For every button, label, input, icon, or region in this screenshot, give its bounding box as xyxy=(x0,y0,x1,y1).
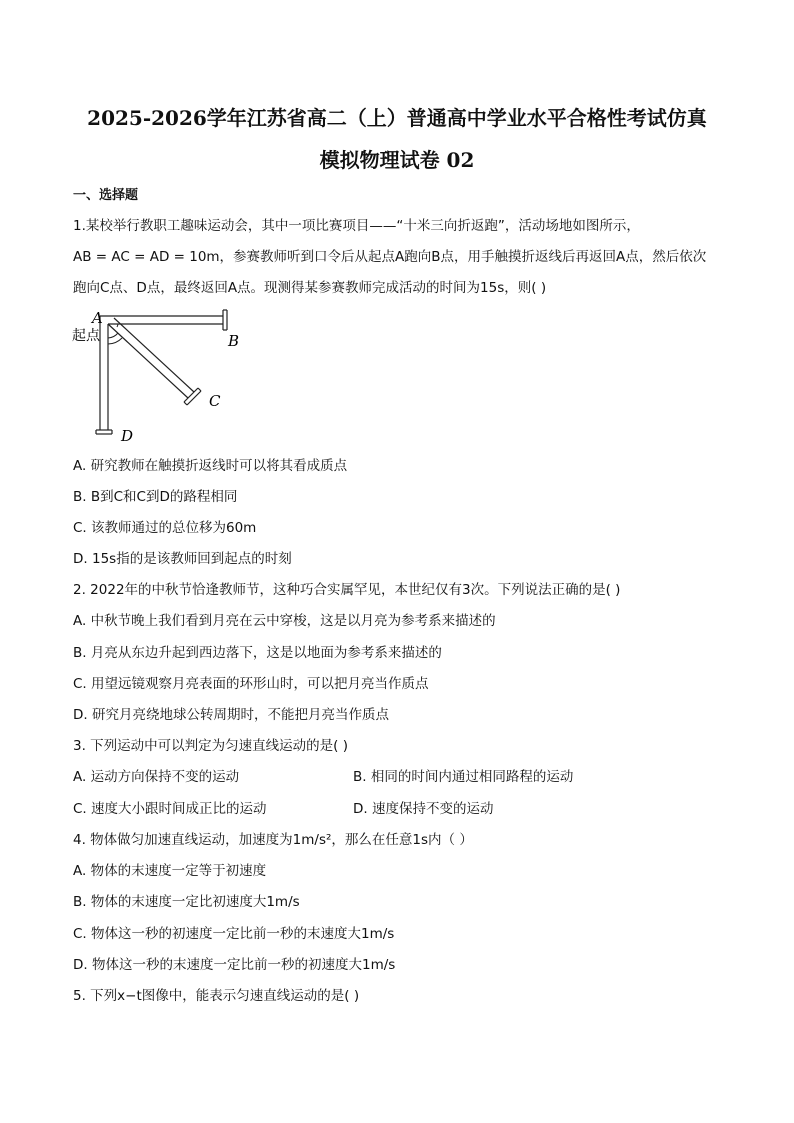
q1-stem-line3: 跑向C点、D点，最终返回A点。现测得某参赛教师完成活动的时间为15s，则( ) xyxy=(73,280,547,296)
q1-track-figure xyxy=(70,306,250,446)
q5-stem: 5. 下列x−t图像中，能表示匀速直线运动的是( ) xyxy=(73,988,360,1004)
q4-option-d: D. 物体这一秒的末速度一定比前一秒的初速度大1m/s xyxy=(73,957,396,973)
label-b: B xyxy=(228,332,240,350)
q3-option-a: A. 运动方向保持不变的运动 xyxy=(73,769,240,785)
exam-title-line2: 模拟物理试卷 02 xyxy=(319,148,475,172)
q1-stem-line2: AB = AC = AD = 10m，参赛教师听到口令后从起点A跑向B点，用手触摸折返线后再返回A点，然后依次 xyxy=(73,249,707,265)
q2-option-a: A. 中秋节晚上我们看到月亮在云中穿梭，这是以月亮为参考系来描述的 xyxy=(73,613,496,629)
q4-stem: 4. 物体做匀加速直线运动，加速度为1m/s²，那么在任意1s内（ ） xyxy=(73,832,473,848)
label-start-point: 起点 xyxy=(72,328,100,344)
label-d: D xyxy=(121,427,134,445)
q4-option-a: A. 物体的末速度一定等于初速度 xyxy=(73,863,267,879)
q1-stem-line1: 1.某校举行教职工趣味运动会，其中一项比赛项目——“十米三向折返跑”，活动场地如图所示， xyxy=(73,218,640,234)
exam-title-line1: 2025-2026学年江苏省高二（上）普通高中学业水平合格性考试仿真 xyxy=(87,106,707,130)
q4-option-b: B. 物体的末速度一定比初速度大1m/s xyxy=(73,894,300,910)
q2-option-c: C. 用望远镜观察月亮表面的环形山时，可以把月亮当作质点 xyxy=(73,676,429,692)
q3-stem: 3. 下列运动中可以判定为匀速直线运动的是( ) xyxy=(73,738,348,754)
q1-option-a: A. 研究教师在触摸折返线时可以将其看成质点 xyxy=(73,458,348,474)
label-c: C xyxy=(209,392,221,410)
q1-option-d: D. 15s指的是该教师回到起点的时刻 xyxy=(73,551,292,567)
q4-option-c: C. 物体这一秒的初速度一定比前一秒的末速度大1m/s xyxy=(73,926,395,942)
q2-stem: 2. 2022年的中秋节恰逢教师节，这种巧合实属罕见，本世纪仅有3次。下列说法正确的是( ) xyxy=(73,582,621,598)
q3-option-b: B. 相同的时间内通过相同路程的运动 xyxy=(353,769,574,785)
section-heading: 一、选择题 xyxy=(73,188,139,203)
q1-option-b: B. B到C和C到D的路程相同 xyxy=(73,489,238,505)
label-a: A xyxy=(92,309,103,327)
q2-option-b: B. 月亮从东边升起到西边落下，这是以地面为参考系来描述的 xyxy=(73,645,442,661)
q3-option-c: C. 速度大小跟时间成正比的运动 xyxy=(73,801,267,817)
q1-option-c: C. 该教师通过的总位移为60m xyxy=(73,520,257,536)
q2-option-d: D. 研究月亮绕地球公转周期时，不能把月亮当作质点 xyxy=(73,707,389,723)
q3-option-d: D. 速度保持不变的运动 xyxy=(353,801,494,817)
